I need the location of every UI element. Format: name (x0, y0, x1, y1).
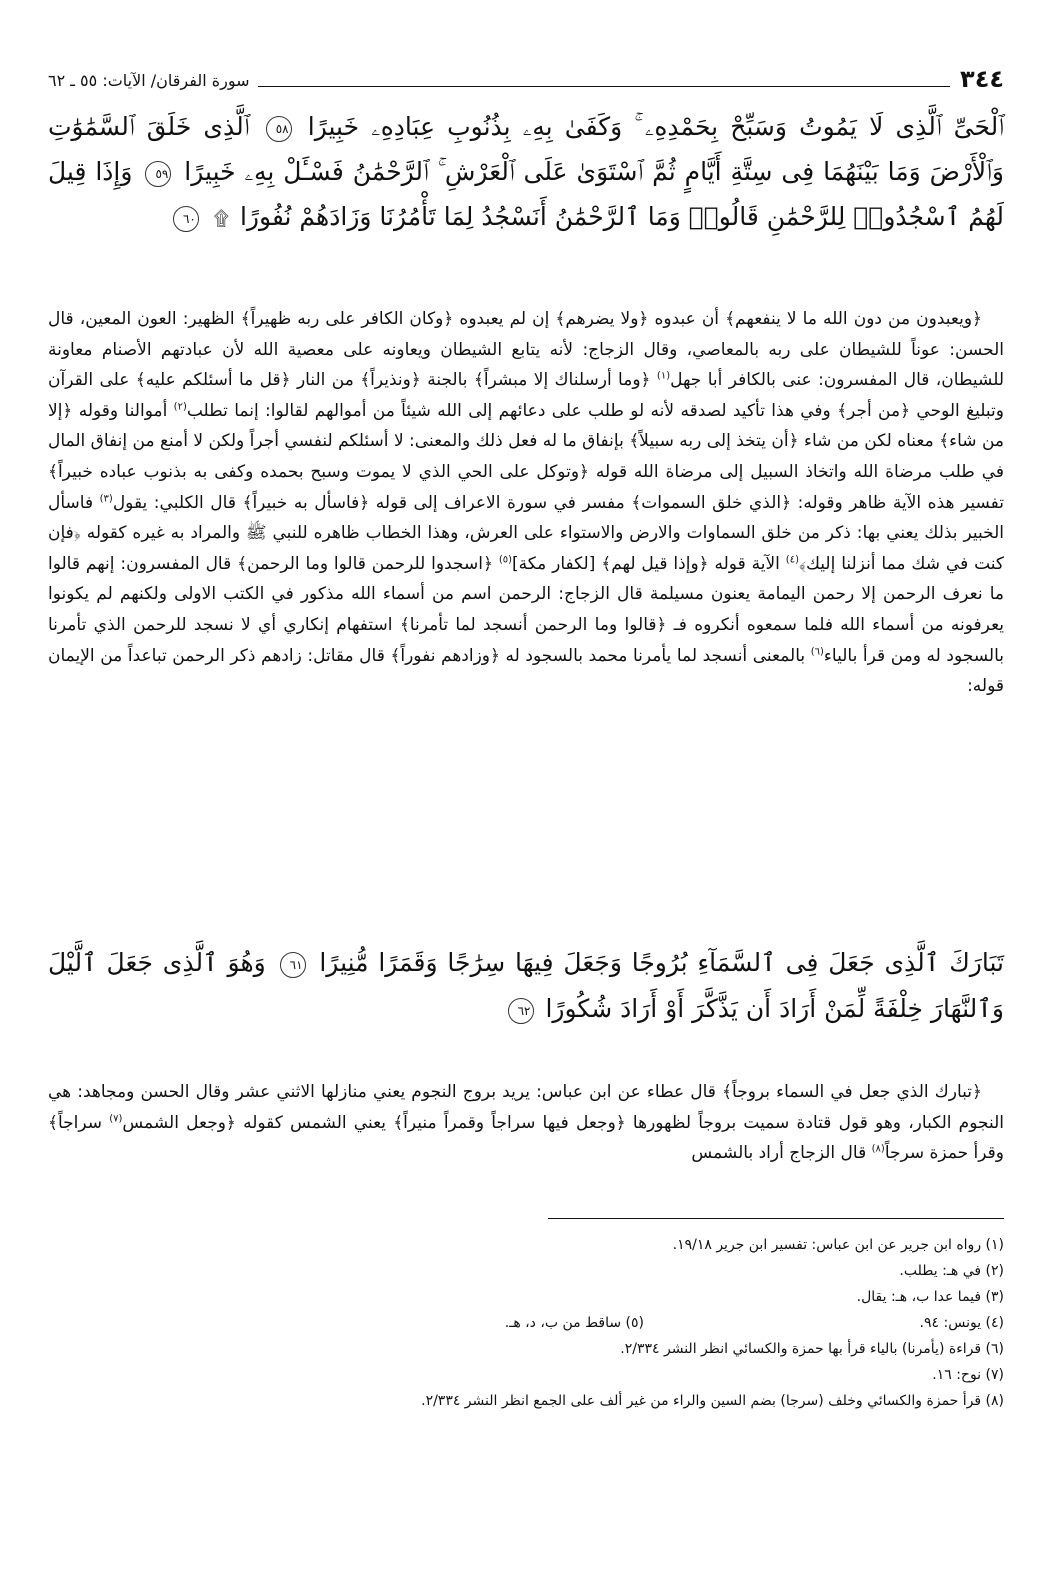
ayah-number-58: ٥٨ (266, 116, 292, 142)
page-header (48, 62, 1004, 92)
commentary-text: فاسأل الخبير بذلك يعني بها: ذكر من خلق السماوات والارض والاستواء على العرش، وهذا الخطاب ظاهره للنبي ﷺ والمراد به غيره كقوله ﴿فإن كنت في شك مما أنزلنا إليك﴾ (48, 492, 1005, 574)
footnote-ref-5: (٥) (498, 554, 513, 566)
footnote-ref-6: (٦) (810, 645, 824, 657)
footnote-8: (٨) قرأ حمزة والكسائي وخلف (سرجا) بضم السين والراء من غير ألف على الجمع انظر النشر ٢/٣٣٤. (421, 1393, 1004, 1409)
footnote-4: (٤) يونس: ٩٤. (919, 1315, 1004, 1331)
commentary-text: بالمعنى أنسجد لما يأمرنا محمد بالسجود له ﴿وزادهم نفوراً﴾ قال مقاتل: زادهم ذكر الرحمن تباعداً من الإيمان قوله: (48, 645, 1004, 697)
footnote-ref-1: (١) (656, 370, 671, 382)
footnote-item (48, 1336, 1004, 1362)
commentary-section-2 (48, 1077, 1004, 1169)
ayah-60-text: وَإِذَا قِيلَ لَهُمُ ٱسْجُدُوا۟ لِلرَّحْمَٰنِ قَالُوا۟ وَمَا ٱلرَّحْمَٰنُ أَنَسْجُدُ لِمَا تَأْمُرُنَا وَزَادَهُمْ نُفُورًا (48, 157, 1004, 231)
commentary-text: قال الزجاج أراد بالشمس (691, 1143, 872, 1164)
commentary-text: ﴿ويعبدون من دون الله ما لا ينفعهم﴾ أن عبدوه ﴿ولا يضرهم﴾ إن لم يعبدوه ﴿وكان الكافر على ربه ظهيراً﴾ الظهير: العون المعين، قال الحسن: عوناً للشيطان على ربه بالمعاصي، وقال الزجاج: لأنه يتابع الشيطان ويعاونه على معصية الله لأن عبادتهم الأصنام معاونة للشيطان، قال المفسرون: عنى بالكافر أبا جهل (48, 309, 1005, 391)
commentary-text: سراجاً﴾ وقرأ حمزة سرجاً (48, 1112, 1004, 1164)
footnote-ref-8: (٨) (871, 1143, 885, 1155)
footnote-item (48, 1258, 1004, 1284)
footnote-3: (٣) فيما عدا ب، هـ: يقال. (856, 1289, 1004, 1305)
footnote-ref-7: (٧) (109, 1112, 123, 1124)
ayah-58-text: ٱلْحَىِّ ٱلَّذِى لَا يَمُوتُ وَسَبِّحْ بِحَمْدِهِۦ ۚ وَكَفَىٰ بِهِۦ بِذُنُوبِ عِبَادِهِۦ خَبِيرًا (307, 112, 1005, 141)
sajda-icon: ۩ (213, 206, 229, 230)
quran-verses-58-60 (48, 104, 1004, 241)
ayah-number-60: ٦٠ (173, 206, 199, 232)
footnote-ref-3: (٣) (99, 492, 113, 504)
commentary-text: الآية قوله ﴿وإذا قيل لهم﴾ [لكفار مكة] (512, 553, 786, 574)
footnote-item (48, 1232, 1004, 1258)
footnote-item (48, 1310, 1004, 1336)
ayah-number-62: ٦٢ (508, 998, 534, 1024)
commentary-paragraph (48, 1077, 1004, 1169)
footnote-6: (٦) قراءة (يأمرنا) بالياء قرأ بها حمزة والكسائي انظر النشر ٢/٣٣٤. (620, 1341, 1004, 1357)
quran-verses-61-62 (48, 940, 1004, 1032)
commentary-text: ﴿اسجدوا للرحمن قالوا وما الرحمن﴾ قال المفسرون: إنهم قالوا ما نعرف الرحمن إلا رحمن اليمامة يعنون مسيلمة قال الزجاج: الرحمن اسم من أسماء الله مذكور في الكتب الاولى ولكنهم لم يكونوا يعرفونه من أسماء الله فلما سمعوه أنكروه فـ ﴿قالوا وما الرحمن أنسجد لما تأمرنا﴾ استفهام إنكاري أي لا نسجد للرحمن الذي تأمرنا بالسجود له ومن قرأ بالياء (48, 553, 1004, 666)
commentary-text: ﴿تبارك الذي جعل في السماء بروجاً﴾ قال عطاء عن ابن عباس: يريد بروج النجوم يعني منازلها الاثني عشر وقال الحسن ومجاهد: هي النجوم الكبار، وهو قول قتادة سميت بروجاً لظهورها ﴿وجعل فيها سراجاً وقمراً منيراً﴾ يعني الشمس كقوله ﴿وجعل الشمس (48, 1082, 1004, 1133)
commentary-paragraph (48, 304, 1004, 702)
footnote-5: (٥) ساقط من ب، د، هـ. (504, 1315, 644, 1331)
ayah-59-text: ٱلَّذِى خَلَقَ ٱلسَّمَٰوَٰتِ وَٱلْأَرْضَ وَمَا بَيْنَهُمَا فِى سِتَّةِ أَيَّامٍ ثُمَّ ٱسْتَوَىٰ عَلَى ٱلْعَرْشِ ۚ ٱلرَّحْمَٰنُ فَسْـَٔلْ بِهِۦ خَبِيرًا (48, 112, 1004, 186)
footnote-item (48, 1388, 1004, 1414)
ayah-61-text: تَبَارَكَ ٱلَّذِى جَعَلَ فِى ٱلسَّمَآءِ بُرُوجًا وَجَعَلَ فِيهَا سِرَٰجًا وَقَمَرًا مُّنِيرًا (319, 948, 1005, 977)
footnote-item (48, 1362, 1004, 1388)
footnote-2: (٢) في هـ: يطلب. (899, 1263, 1004, 1279)
header-rule (258, 86, 951, 87)
footnote-7: (٧) نوح: ١٦. (932, 1367, 1004, 1383)
footnotes (48, 1232, 1004, 1414)
footnote-ref-4: (٤) (785, 554, 799, 566)
footnote-1: (١) رواه ابن جرير عن ابن عباس: تفسير ابن جرير ١٩/١٨. (672, 1237, 1004, 1253)
ayah-number-59: ٥٩ (145, 161, 171, 187)
running-title: سورة الفرقان/ الآيات: ٥٥ ـ ٦٢ (48, 71, 250, 90)
commentary-section-1 (48, 304, 1004, 702)
footnote-ref-2: (٢) (173, 401, 187, 413)
ayah-62-text: وَهُوَ ٱلَّذِى جَعَلَ ٱلَّيْلَ وَٱلنَّهَارَ خِلْفَةً لِّمَنْ أَرَادَ أَن يَذَّكَّرَ أَوْ أَرَادَ شُكُورًا (48, 948, 1004, 1023)
commentary-text: ﴿وما أرسلناك إلا مبشراً﴾ بالجنة ﴿ونذيراً﴾ من النار ﴿قل ما أسئلكم عليه﴾ على القرآن وتبليغ الوحي ﴿من أجر﴾ وفي هذا تأكيد لصدقه لأنه لو طلب على دعائهم إلى الله شيئاً من أموالهم لقالوا: إنما تطلب (48, 370, 1004, 421)
commentary-text: أموالنا وقوله ﴿إلا من شاء﴾ معناه لكن من شاء ﴿أن يتخذ إلى ربه سبيلاً﴾ بإنفاق ما له فعل ذلك والمعنى: لا أسئلكم لنفسي أجراً ولكن لا أمنع من إنفاق المال في طلب مرضاة الله واتخاذ السبيل إلى مرضاة الله قوله ﴿وتوكل على الحي الذي لا يموت وسبح بحمده وكفى به بذنوب عباده خبيراً﴾ تفسير هذه الآية ظاهر وقوله: ﴿الذي خلق السموات﴾ مفسر في سورة الاعراف إلى قوله ﴿فاسأل به خبيراً﴾ قال الكلبي: يقول (48, 400, 1004, 513)
page-number: ٣٤٤ (960, 65, 1004, 93)
footnote-divider (548, 1218, 1004, 1219)
footnote-item (48, 1284, 1004, 1310)
ayah-number-61: ٦١ (280, 952, 306, 978)
